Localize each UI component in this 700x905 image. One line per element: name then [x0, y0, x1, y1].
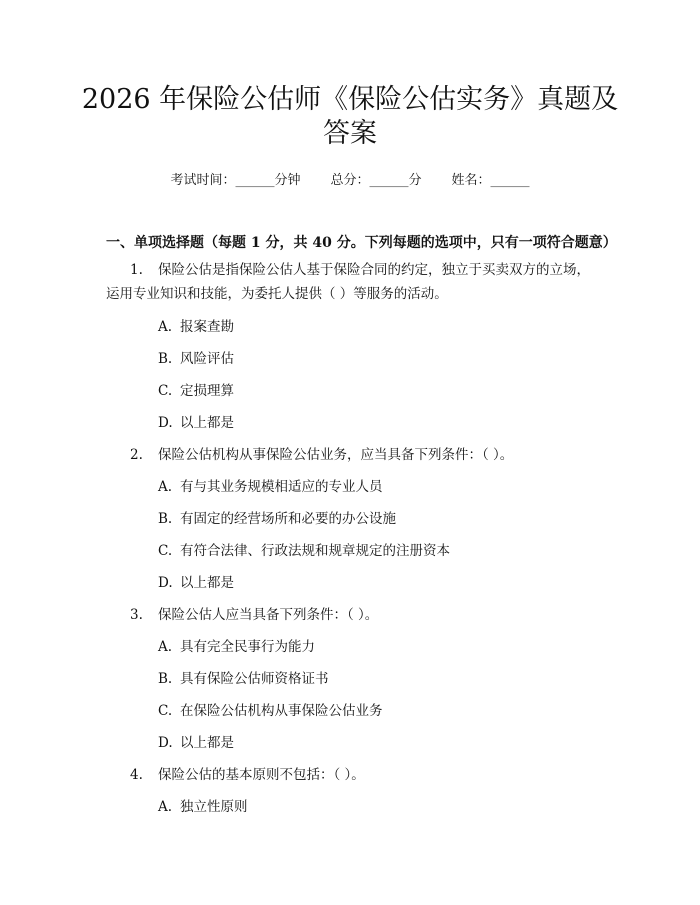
question-text-continued: 运用专业知识和技能，为委托人提供（ ）等服务的活动。 — [106, 286, 448, 302]
question-1 — [106, 258, 596, 306]
document-title-continued: 答案 — [323, 118, 377, 149]
question-number: 1. — [130, 262, 143, 278]
option-2c: C. 有符合法律、行政法规和规章规定的注册资本 — [158, 543, 450, 559]
option-3a: A. 具有完全民事行为能力 — [158, 639, 315, 655]
section-heading: 一、单项选择题（每题 1 分，共 40 分。下列每题的选项中，只有一项符合题意） — [106, 235, 617, 251]
question-4 — [130, 763, 365, 783]
exam-time-field: 考试时间：______分钟 — [170, 173, 301, 188]
option-1d: D. 以上都是 — [158, 415, 234, 431]
question-3 — [130, 603, 378, 623]
question-text: 保险公估机构从事保险公估业务，应当具备下列条件：（ ）。 — [158, 447, 514, 463]
option-2a: A. 有与其业务规模相适应的专业人员 — [158, 479, 383, 495]
question-text: 保险公估人应当具备下列条件：（ ）。 — [158, 607, 379, 623]
option-4a: A. 独立性原则 — [158, 799, 248, 815]
option-1a: A. 报案查勘 — [158, 319, 234, 335]
question-text: 保险公估是指保险公估人基于保险合同的约定，独立于买卖双方的立场， — [158, 262, 590, 278]
document-title: 2026 年保险公估师《保险公估实务》真题及 — [81, 84, 619, 115]
question-2 — [130, 443, 513, 463]
question-number: 2. — [130, 447, 143, 463]
question-text: 保险公估的基本原则不包括：（ ）。 — [158, 767, 365, 783]
total-score-field: 总分：______分 — [330, 173, 422, 188]
name-field: 姓名：______ — [451, 173, 530, 188]
option-2d: D. 以上都是 — [158, 575, 234, 591]
option-3c: C. 在保险公估机构从事保险公估业务 — [158, 703, 383, 719]
question-number: 3. — [130, 607, 143, 623]
option-3b: B. 具有保险公估师资格证书 — [158, 671, 329, 687]
option-2b: B. 有固定的经营场所和必要的办公设施 — [158, 511, 396, 527]
exam-meta — [0, 169, 700, 188]
option-1b: B. 风险评估 — [158, 351, 234, 367]
option-3d: D. 以上都是 — [158, 735, 234, 751]
question-number: 4. — [130, 767, 143, 783]
option-1c: C. 定损理算 — [158, 383, 234, 399]
